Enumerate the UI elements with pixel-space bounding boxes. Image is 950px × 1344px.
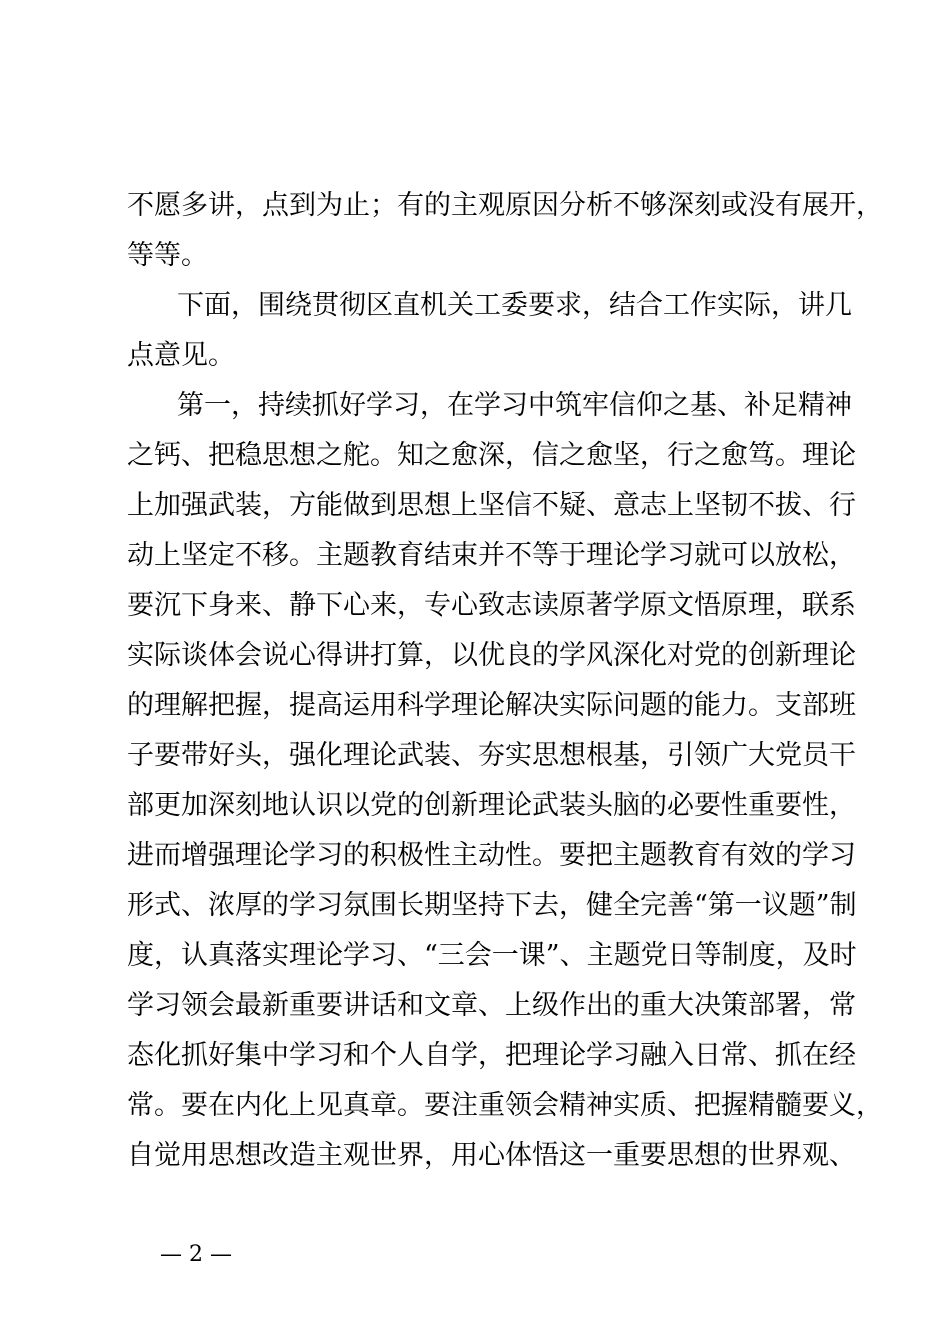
text-line: 实际谈体会说心得讲打算，以优良的学风深化对党的创新理论 — [127, 640, 856, 671]
text-line: 动上坚定不移。主题教育结束并不等于理论学习就可以放松， — [127, 540, 856, 571]
text-line: 形式、浓厚的学习氛围长期坚持下去，健全完善“第一议题”制 — [127, 890, 857, 921]
page-number: — 2 — — [160, 1242, 232, 1267]
text-line: 点意见。 — [127, 340, 235, 371]
text-line: 上加强武装，方能做到思想上坚信不疑、意志上坚韧不拔、行 — [127, 490, 856, 521]
text-line: 态化抓好集中学习和个人自学，把理论学习融入日常、抓在经 — [127, 1040, 856, 1071]
text-line: 子要带好头，强化理论武装、夯实思想根基，引领广大党员干 — [127, 740, 856, 771]
text-line: 不愿多讲，点到为止；有的主观原因分析不够深刻或没有展开， — [127, 190, 883, 221]
text-line: 度，认真落实理论学习、“三会一课”、主题党日等制度，及时 — [127, 940, 857, 971]
text-line: 常。要在内化上见真章。要注重领会精神实质、把握精髓要义， — [127, 1090, 883, 1121]
text-line: 学习领会最新重要讲话和文章、上级作出的重大决策部署，常 — [127, 990, 856, 1021]
paragraph-start-line: 第一，持续抓好学习，在学习中筑牢信仰之基、补足精神 — [177, 390, 852, 421]
text-line: 之钙、把稳思想之舵。知之愈深，信之愈坚，行之愈笃。理论 — [127, 440, 856, 471]
text-line: 要沉下身来、静下心来，专心致志读原著学原文悟原理，联系 — [127, 590, 856, 621]
text-line: 部更加深刻地认识以党的创新理论武装头脑的必要性重要性， — [127, 790, 856, 821]
text-line: 等等。 — [127, 240, 208, 271]
text-line: 自觉用思想改造主观世界，用心体悟这一重要思想的世界观、 — [127, 1140, 856, 1171]
text-line: 的理解把握，提高运用科学理论解决实际问题的能力。支部班 — [127, 690, 856, 721]
paragraph-start-line: 下面，围绕贯彻区直机关工委要求，结合工作实际，讲几 — [177, 290, 852, 321]
text-line: 进而增强理论学习的积极性主动性。要把主题教育有效的学习 — [127, 840, 856, 871]
